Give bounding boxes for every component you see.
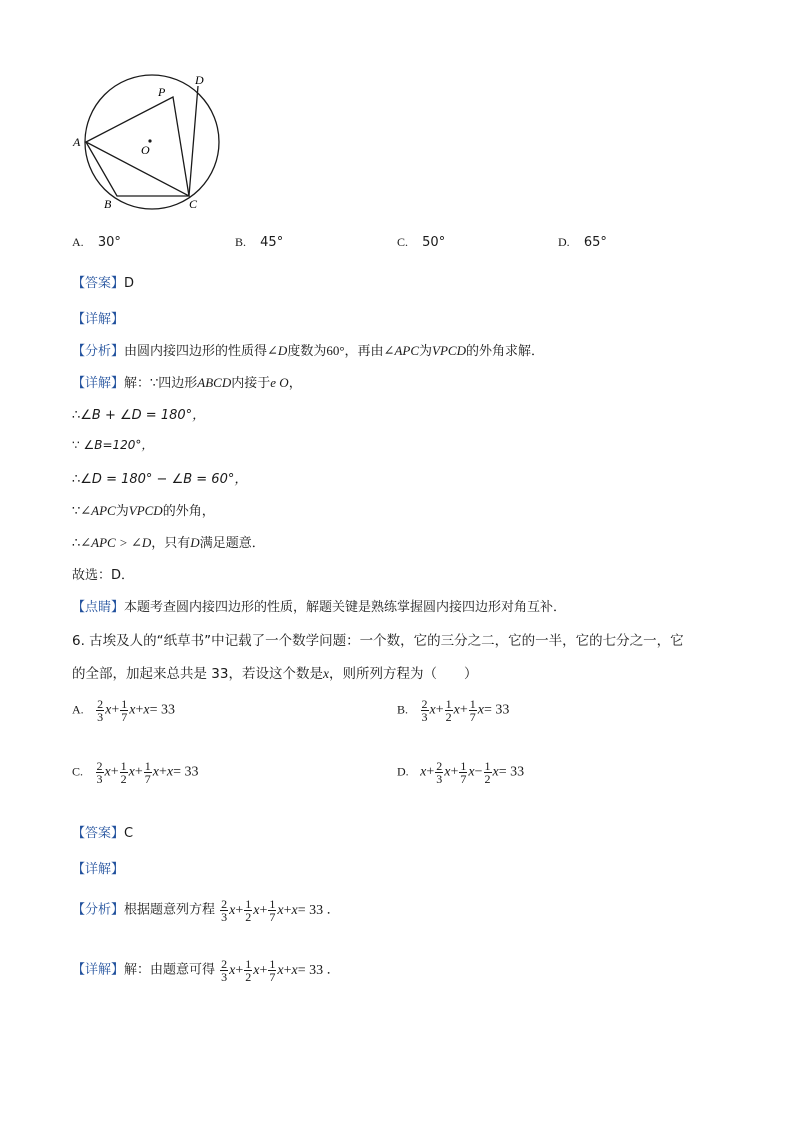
- fraction: $\frac{1}{2}$: [445, 697, 452, 724]
- text: 解：∵四边形: [124, 376, 198, 391]
- text: 根据题意列方程: [124, 902, 216, 918]
- option-value: 30°: [97, 235, 121, 250]
- fraction: $\frac{2}{3}$: [96, 759, 103, 786]
- q6-option-b: B. $\frac{2}{3}$ x+ $\frac{1}{2}$ x+ $\frac{1}{7}$ x= 33: [397, 697, 510, 724]
- text: ，则所列方程为（ ）: [328, 666, 478, 682]
- tip-tag: 【点睛】: [72, 600, 125, 615]
- math: ∠D: [267, 343, 288, 358]
- q5-solution-line-6: [72, 532, 265, 551]
- math: D: [190, 535, 200, 550]
- text: ，: [288, 376, 302, 391]
- option-value: 45°: [260, 235, 284, 250]
- q5-option-d: [558, 235, 607, 250]
- label-b: B: [104, 197, 112, 211]
- q6-option-d: D. x+ $\frac{2}{3}$ x+ $\frac{1}{7}$ x− $\frac{1}{2}$ x= 33: [397, 759, 525, 786]
- option-label: C.: [72, 764, 84, 779]
- math: ABCD: [197, 375, 232, 390]
- q5-solution-line-3: ∵ ∠B=120°，: [72, 438, 154, 452]
- fraction: $\frac{2}{3}$: [436, 759, 443, 786]
- fraction: $\frac{2}{3}$: [97, 697, 104, 724]
- q5-solution-line-5: [72, 500, 215, 519]
- math: e O: [270, 375, 289, 390]
- fraction: $\frac{1}{2}$: [245, 897, 252, 924]
- option-label: C.: [397, 235, 409, 249]
- text: 为: [115, 504, 129, 519]
- answer-tag: 【答案】: [72, 826, 125, 841]
- circle-quadrilateral-figure: [70, 70, 230, 220]
- text: 解：由题意可得: [124, 962, 216, 978]
- answer-value: D: [124, 276, 135, 291]
- text: ∴: [72, 536, 81, 551]
- text: 由圆内接四边形的性质得: [124, 344, 268, 359]
- text: 的全部，加起来总共是 33，若设这个数是: [72, 666, 323, 682]
- fraction: $\frac{2}{3}$: [221, 897, 228, 924]
- math: x: [322, 666, 329, 681]
- fraction: $\frac{1}{7}$: [269, 897, 276, 924]
- fraction: $\frac{1}{7}$: [144, 759, 151, 786]
- math: ∠APC: [80, 503, 116, 518]
- q6-stem-line-1: 6. 古埃及人的“纸草书”中记载了一个数学问题：一个数，它的三分之二，它的一半，它的七分之一，它: [72, 633, 684, 649]
- q5-option-a: [72, 235, 121, 250]
- q5-solution-line-4: ∴∠D = 180° − ∠B = 60°，: [72, 472, 248, 487]
- q6-option-a: A. $\frac{2}{3}$ x+ $\frac{1}{7}$ x+x= 33: [72, 697, 176, 724]
- analysis-tag: 【分析】: [72, 902, 125, 918]
- answer-value: C: [124, 826, 134, 841]
- triangle-apc: [86, 97, 189, 196]
- option-label: D.: [397, 764, 409, 779]
- q6-analysis: 【分析】根据题意列方程 $\frac{2}{3}$ x+ $\frac{1}{2}$ x+ $\frac{1}{7}$ x+x= 33 ．: [72, 897, 340, 924]
- fraction: $\frac{1}{2}$: [245, 957, 252, 984]
- q5-option-c: [397, 235, 445, 250]
- text: ，再由: [344, 344, 384, 359]
- option-label: B.: [397, 702, 409, 717]
- circle-o: [85, 75, 219, 209]
- label-c: C: [189, 197, 198, 211]
- text: 满足题意．: [199, 536, 265, 551]
- math: 60°: [326, 343, 345, 358]
- text: ∵: [72, 504, 81, 519]
- label-a: A: [73, 135, 81, 149]
- fraction: $\frac{1}{2}$: [120, 759, 127, 786]
- option-label: D.: [558, 235, 570, 249]
- text: ．: [326, 902, 340, 918]
- text: 为: [419, 344, 433, 359]
- solution-tag: 【详解】: [72, 376, 125, 391]
- answer-tag: 【答案】: [72, 276, 125, 291]
- math: VPCD: [432, 343, 466, 358]
- text: 内接于: [231, 376, 271, 391]
- text: 的外角求解．: [465, 344, 544, 359]
- text: 度数为: [287, 344, 327, 359]
- option-value: 50°: [422, 235, 446, 250]
- q5-option-b: [235, 235, 283, 250]
- q5-answer: [72, 272, 134, 291]
- q5-solution-line-1: [72, 372, 302, 391]
- option-label: B.: [235, 235, 247, 249]
- q5-tip: [72, 596, 566, 615]
- q5-detail-tag: 【详解】: [72, 312, 125, 327]
- analysis-tag: 【分析】: [72, 344, 125, 359]
- fraction: $\frac{1}{7}$: [460, 759, 467, 786]
- fraction: $\frac{1}{7}$: [469, 697, 476, 724]
- label-d: D: [195, 73, 204, 87]
- text: 的外角，: [162, 504, 215, 519]
- q6-solution: 【详解】解：由题意可得 $\frac{2}{3}$ x+ $\frac{1}{2}$ x+ $\frac{1}{7}$ x+x= 33 ．: [72, 957, 340, 984]
- option-value: 65°: [583, 235, 607, 250]
- option-label: A.: [72, 702, 84, 717]
- label-o: O: [141, 143, 150, 157]
- q6-answer: [72, 822, 133, 841]
- q6-stem-line-2: [72, 662, 477, 682]
- math: VPCD: [128, 503, 163, 518]
- q6-detail-tag: 【详解】: [72, 862, 125, 877]
- q5-solution-line-2: ∴∠B + ∠D = 180°，: [72, 408, 206, 423]
- fraction: $\frac{1}{7}$: [121, 697, 128, 724]
- solution-tag: 【详解】: [72, 962, 125, 978]
- fraction: $\frac{2}{3}$: [421, 697, 428, 724]
- quadrilateral-abcd: [86, 86, 198, 196]
- q5-analysis: [72, 340, 544, 359]
- q6-option-c: C. $\frac{2}{3}$ x+ $\frac{1}{2}$ x+ $\frac{1}{7}$ x+x= 33: [72, 759, 199, 786]
- fraction: $\frac{1}{7}$: [269, 957, 276, 984]
- option-label: A.: [72, 235, 84, 249]
- text: ．: [326, 962, 340, 978]
- fraction: $\frac{2}{3}$: [221, 957, 228, 984]
- label-p: P: [158, 85, 166, 99]
- math: ∠APC: [383, 343, 419, 358]
- text: ，只有: [151, 536, 191, 551]
- fraction: $\frac{1}{2}$: [484, 759, 491, 786]
- q5-solution-line-7: 故选：D．: [72, 568, 135, 583]
- math: ∠APC > ∠D: [80, 535, 152, 550]
- tip-text: 本题考查圆内接四边形的性质，解题关键是熟练掌握圆内接四边形对角互补．: [124, 600, 567, 615]
